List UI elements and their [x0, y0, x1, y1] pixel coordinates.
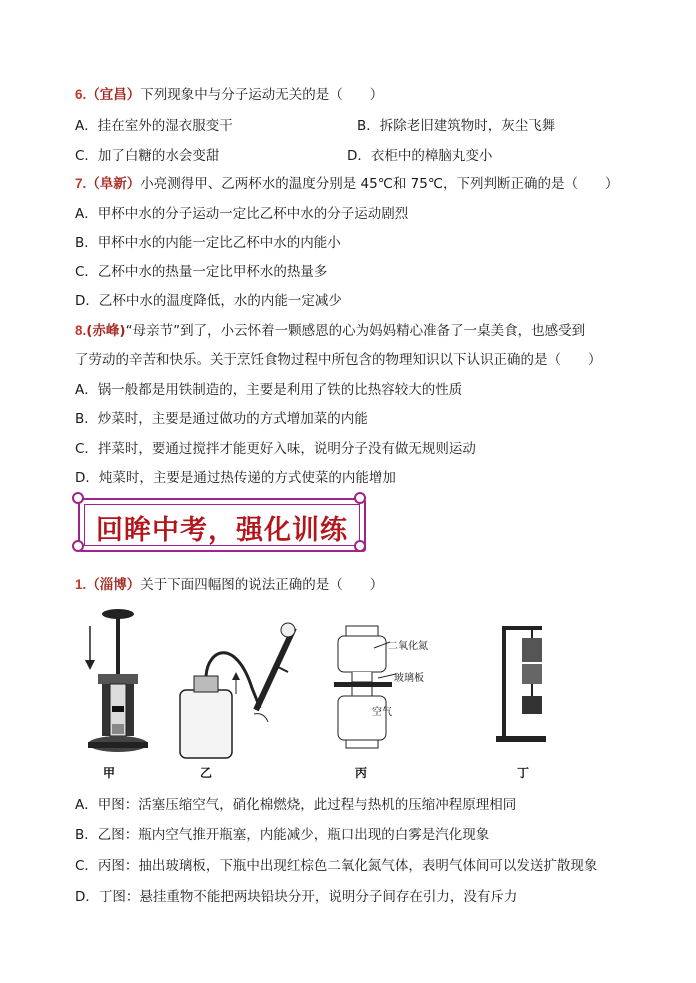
q1-option-d: D．丁图：悬挂重物不能把两块铅块分开，说明分子间存在引力，没有斥力 [75, 889, 518, 905]
q1-option-a: A．甲图：活塞压缩空气，硝化棉燃烧，此过程与热机的压缩冲程原理相同 [75, 797, 517, 813]
question-1-stem [75, 576, 383, 594]
banner-scroll-ornament [72, 492, 84, 504]
section-banner [78, 498, 366, 552]
q8-option-a: A．锅一般都是用铁制造的，主要是利用了铁的比热容较大的性质 [75, 382, 463, 398]
question-source: （阜新） [86, 176, 141, 192]
figure-label-yi: 乙 [200, 766, 213, 780]
question-source: （宜昌） [86, 87, 141, 103]
question-number: 6. [75, 87, 87, 102]
figure-label-bing: 丙 [355, 766, 368, 780]
question-source: (赤峰) [86, 323, 126, 339]
question-7-stem [75, 175, 619, 193]
q6-option-d: D．衣柜中的樟脑丸变小 [347, 148, 493, 164]
q8-option-b: B．炒菜时，主要是通过做功的方式增加菜的内能 [75, 411, 368, 427]
banner-scroll-ornament [354, 492, 366, 504]
q7-option-d: D．乙杯中水的温度降低，水的内能一定减少 [75, 293, 342, 309]
figure-label-jia: 甲 [103, 766, 116, 780]
figure-label-glass-plate: 玻璃板 [394, 673, 424, 684]
q1-option-b: B．乙图：瓶内空气推开瓶塞，内能减少，瓶口出现的白雾是汽化现象 [75, 827, 490, 843]
question-number: 1. [75, 577, 87, 592]
q1-option-c: C．丙图：抽出玻璃板，下瓶中出现红棕色二氧化氮气体，表明气体间可以发送扩散现象 [75, 858, 598, 874]
q8-option-c: C．拌菜时，要通过搅拌才能更好入味，说明分子没有做无规则运动 [75, 441, 476, 457]
figure-ding-lead-blocks-diagram [496, 616, 552, 746]
figure-jia-piston-diagram [80, 606, 150, 761]
figure-label-air: 空气 [372, 707, 392, 718]
figure-label-ding: 丁 [517, 766, 530, 780]
question-source: （淄博） [86, 577, 141, 593]
q6-option-c: C．加了白糖的水会变甜 [75, 148, 220, 164]
question-8-stem-continued: 了劳动的辛苦和快乐。关于烹饪食物过程中所包含的物理知识以下认识正确的是（ ） [75, 352, 602, 368]
banner-scroll-ornament [72, 540, 84, 552]
question-text: 关于下面四幅图的说法正确的是（ ） [140, 577, 384, 593]
q7-option-c: C．乙杯中水的热量一定比甲杯水的热量多 [75, 264, 328, 280]
banner-scroll-ornament [354, 540, 366, 552]
question-number: 8. [75, 323, 87, 338]
question-text: 小亮测得甲、乙两杯水的温度分别是 45℃和 75℃，下列判断正确的是（ ） [140, 176, 619, 192]
q6-option-b: B．拆除老旧建筑物时，灰尘飞舞 [357, 118, 556, 134]
q7-option-b: B．甲杯中水的内能一定比乙杯中水的内能小 [75, 235, 341, 251]
question-8-stem [75, 322, 585, 340]
q6-option-a: A．挂在室外的湿衣服变干 [75, 118, 233, 134]
banner-title: 回眸中考，强化训练 [96, 515, 348, 546]
question-number: 7. [75, 176, 87, 191]
figure-yi-bottle-pump-diagram [176, 618, 306, 763]
q8-option-d: D．炖菜时，主要是通过热传递的方式使菜的内能增加 [75, 470, 396, 486]
leader-lines-icon [368, 640, 398, 680]
q7-option-a: A．甲杯中水的分子运动一定比乙杯中水的分子运动剧烈 [75, 206, 409, 222]
figure-label-no2: 二氧化氮 [388, 641, 428, 652]
question-6-stem [75, 86, 383, 104]
question-text: 下列现象中与分子运动无关的是（ ） [140, 87, 384, 103]
question-text: “母亲节”到了，小云怀着一颗感恩的心为妈妈精心准备了一桌美食，也感受到 [125, 323, 586, 339]
